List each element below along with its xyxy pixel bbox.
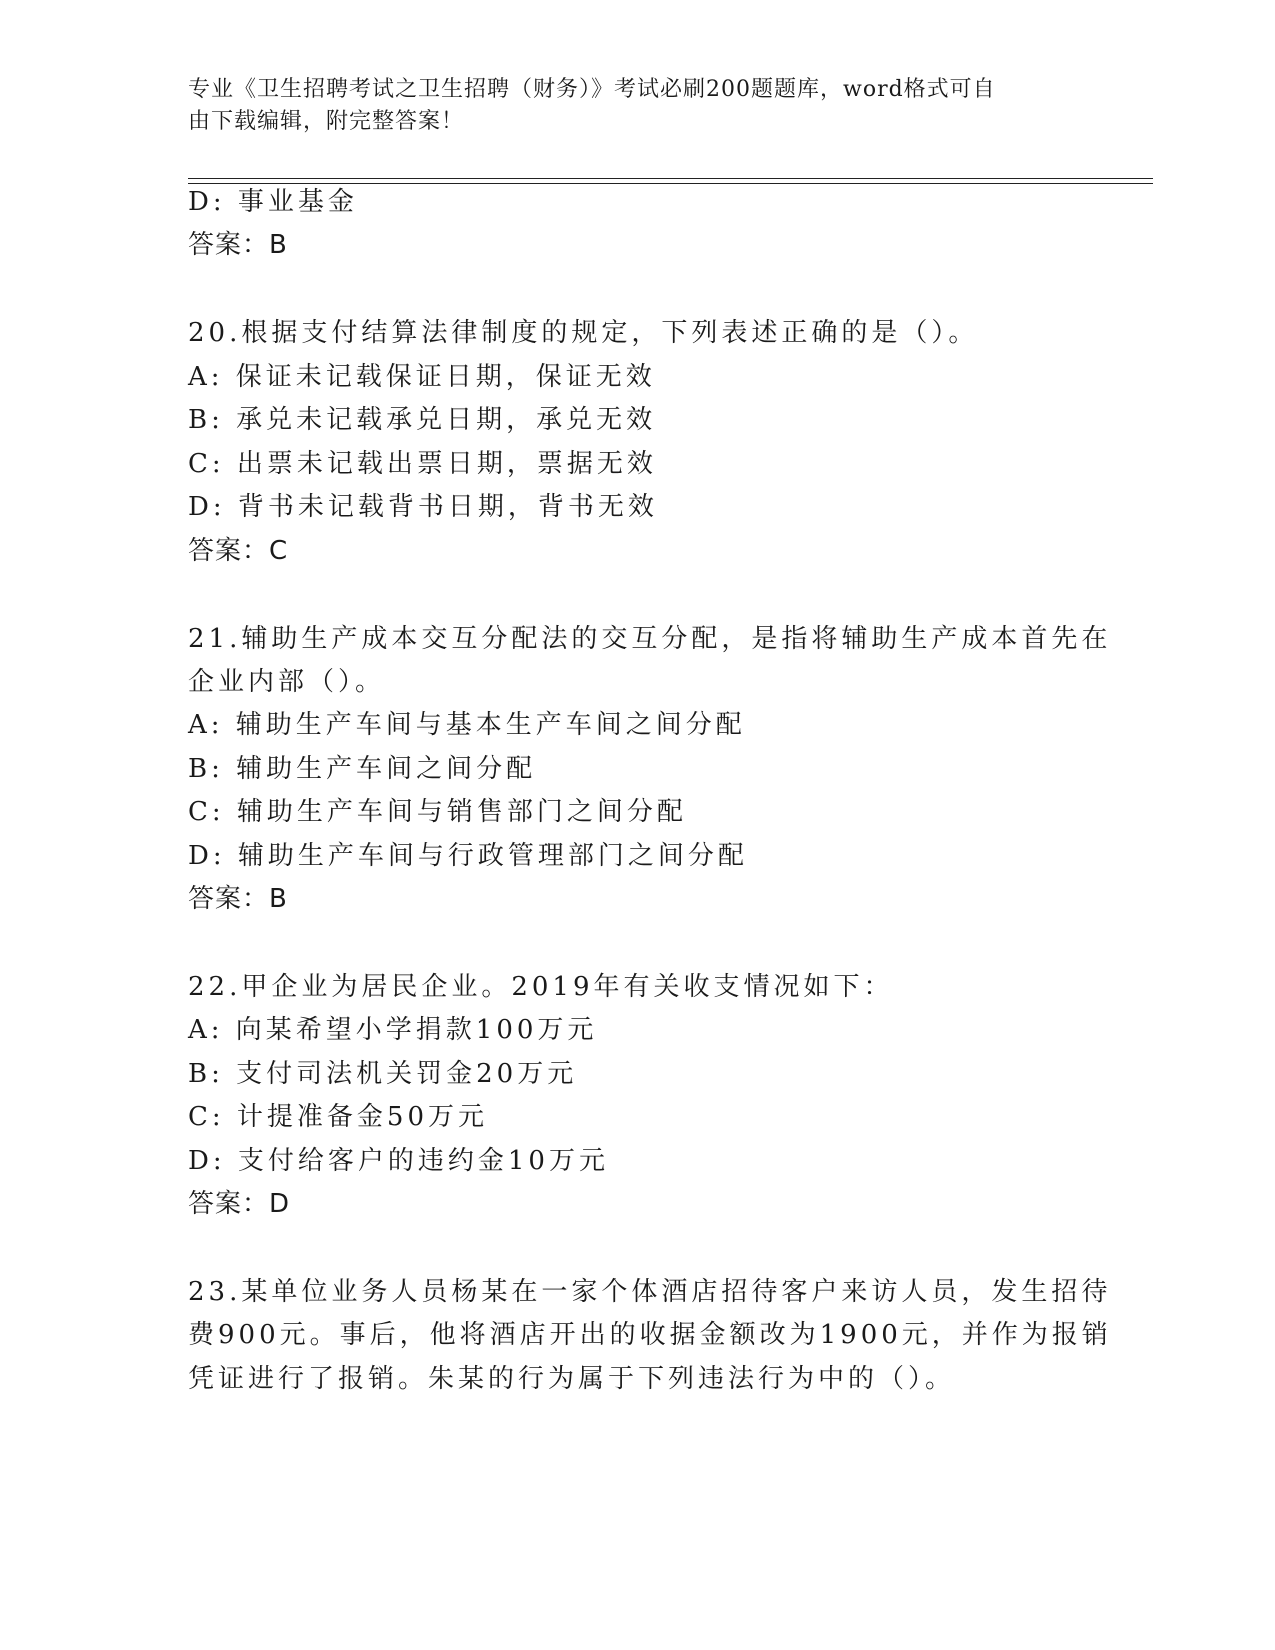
q20-option-a: A: 保证未记载保证日期，保证无效	[188, 362, 656, 392]
q20-question: 20.根据支付结算法律制度的规定，下列表述正确的是（）。	[188, 318, 979, 348]
q21-option-a: A: 辅助生产车间与基本生产车间之间分配	[188, 710, 746, 740]
q22-question: 22.甲企业为居民企业。2019年有关收支情况如下：	[188, 972, 894, 1002]
q21-option-c: C: 辅助生产车间与销售部门之间分配	[188, 797, 687, 827]
header-divider-top	[188, 178, 1153, 179]
q23-question-line-3: 凭证进行了报销。朱某的行为属于下列违法行为中的（）。	[188, 1364, 956, 1394]
q22-option-d: D: 支付给客户的违约金10万元	[188, 1146, 609, 1176]
q20-answer: 答案：C	[188, 536, 289, 566]
q22-option-a: A: 向某希望小学捐款100万元	[188, 1015, 598, 1045]
q21-question-line-1: 21.辅助生产成本交互分配法的交互分配，是指将辅助生产成本首先在	[188, 624, 1112, 654]
q23-question-line-1: 23.某单位业务人员杨某在一家个体酒店招待客户来访人员，发生招待	[188, 1277, 1112, 1307]
header-line-1: 专业《卫生招聘考试之卫生招聘（财务）》考试必刷200题题库，word格式可自	[188, 77, 996, 102]
header-divider-bottom	[188, 183, 1153, 184]
q20-option-b: B: 承兑未记载承兑日期，承兑无效	[188, 405, 657, 435]
q21-question-line-2: 企业内部（）。	[188, 667, 386, 697]
prev-option-d: D: 事业基金	[188, 187, 358, 217]
q21-answer: 答案：B	[188, 884, 288, 914]
q22-option-b: B: 支付司法机关罚金20万元	[188, 1059, 578, 1089]
q21-option-d: D: 辅助生产车间与行政管理部门之间分配	[188, 841, 748, 871]
header-line-2: 由下载编辑，附完整答案！	[188, 109, 465, 134]
page-header	[188, 74, 1068, 138]
q22-answer: 答案：D	[188, 1189, 291, 1219]
q20-option-d: D: 背书未记载背书日期，背书无效	[188, 492, 658, 522]
q20-option-c: C: 出票未记载出票日期，票据无效	[188, 449, 657, 479]
q22-option-c: C: 计提准备金50万元	[188, 1102, 489, 1132]
prev-answer: 答案：B	[188, 230, 288, 260]
q23-question-line-2: 费900元。事后，他将酒店开出的收据金额改为1900元，并作为报销	[188, 1320, 1112, 1350]
q21-option-b: B: 辅助生产车间之间分配	[188, 754, 537, 784]
